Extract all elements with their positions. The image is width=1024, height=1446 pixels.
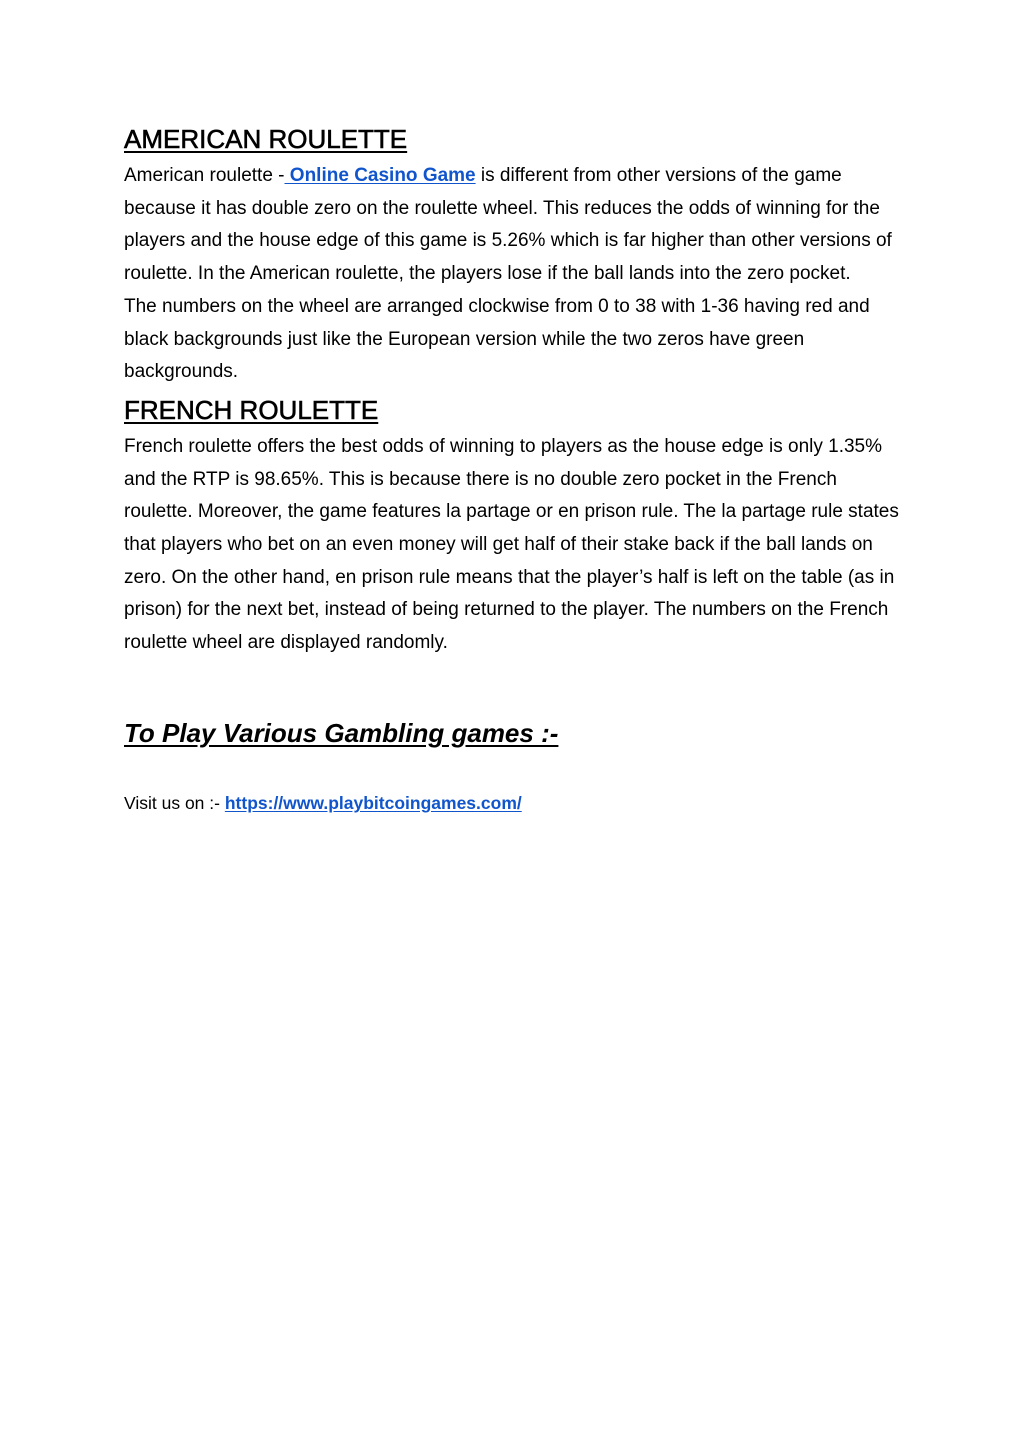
american-intro-text: American roulette - <box>124 165 285 186</box>
website-link[interactable]: https://www.playbitcoingames.com/ <box>224 792 522 813</box>
document-page <box>124 118 904 817</box>
french-roulette-heading: FRENCH ROULETTE <box>124 394 379 425</box>
american-roulette-paragraph-2: The numbers on the wheel are arranged clockwise from 0 to 38 with 1-36 having red and black backgrounds just like the European version while the two zeros have green backgrounds. <box>124 295 870 383</box>
online-casino-game-link[interactable]: Online Casino Game <box>284 165 476 186</box>
visit-us-label: Visit us on :- <box>124 792 225 813</box>
visit-us-line <box>124 789 904 817</box>
american-roulette-heading: AMERICAN ROULETTE <box>124 124 408 154</box>
play-games-heading: To Play Various Gambling games :- <box>124 717 559 748</box>
american-roulette-paragraph-1 <box>124 160 904 291</box>
american-body-text: is different from other versions of the game because it has double zero on the roulette wheel. This reduces the odds of winning for the players and the house edge of this game is 5.26% which is far higher than other versions of roulette. In the American roulette, the players lose if the ball lands into the zero pocket. <box>124 165 892 285</box>
french-roulette-paragraph: French roulette offers the best odds of winning to players as the house edge is only 1.35% and the RTP is 98.65%. This is because there is no double zero pocket in the French roulette. Moreover, the game features la partage or en prison rule. The la partage rule states that players who bet on an even money will get half of their stake back if the ball lands on zero. On the other hand, en prison rule means that the player’s half is left on the table (as in prison) for the next bet, instead of being returned to the player. The numbers on the French roulette wheel are displayed randomly. <box>124 435 899 654</box>
